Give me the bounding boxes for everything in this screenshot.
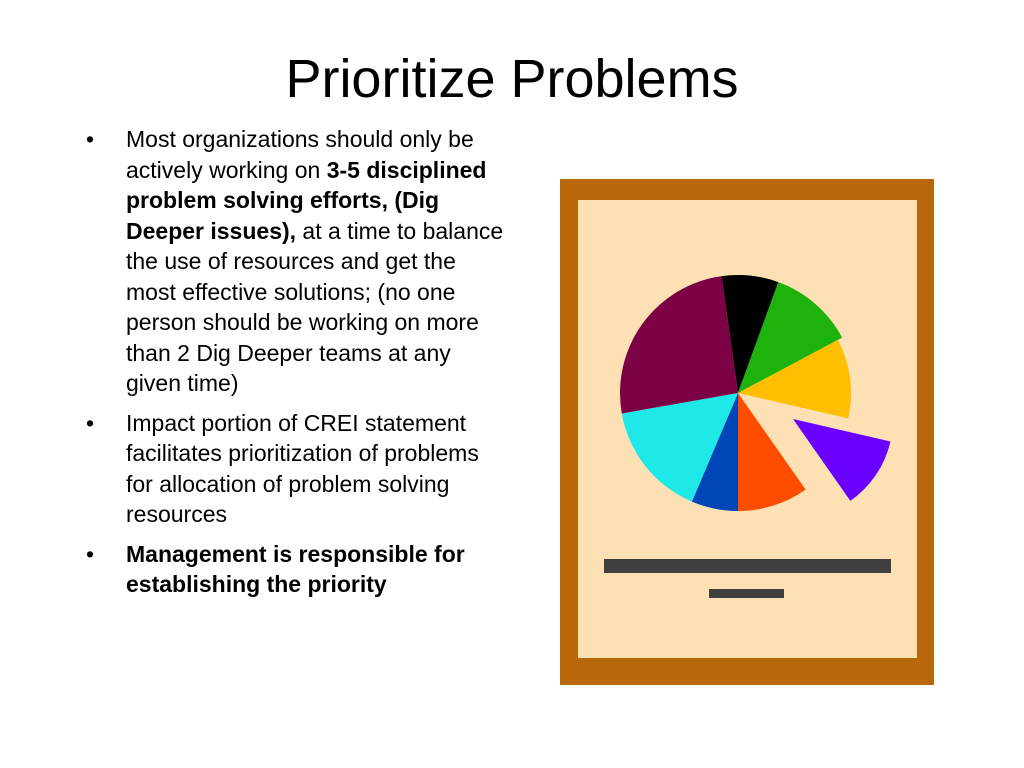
caption-bar-short: [709, 589, 784, 598]
bullet-bold-text: Management is responsible for establishing the priority: [126, 540, 465, 597]
bullet-marker: •: [86, 409, 95, 436]
bullet-text: at a time to balance the use of resources and get the most effective solutions; (no one person should be working on more than 2 Dig Deeper teams at any given time): [126, 217, 504, 396]
bullet-marker: •: [86, 126, 95, 152]
bullet-bold-text: 3-5 disciplined problem solving efforts, (Dig Deeper issues),: [126, 156, 487, 244]
bullet-text: Impact portion of CREI statement facilitates prioritization of problems for allocation of problem solving resources: [126, 409, 479, 527]
bullet-item: [86, 408, 506, 530]
bullet-marker: •: [86, 540, 95, 567]
bullet-item: [86, 124, 506, 399]
caption-bar-long: [604, 559, 891, 573]
bullet-item: [86, 539, 506, 600]
bullet-text: Most organizations should only be actively working on: [126, 126, 474, 183]
bullet-list: [86, 124, 506, 609]
slide-title: Prioritize Problems: [285, 49, 739, 109]
pie-chart-poster-icon: [560, 179, 934, 685]
